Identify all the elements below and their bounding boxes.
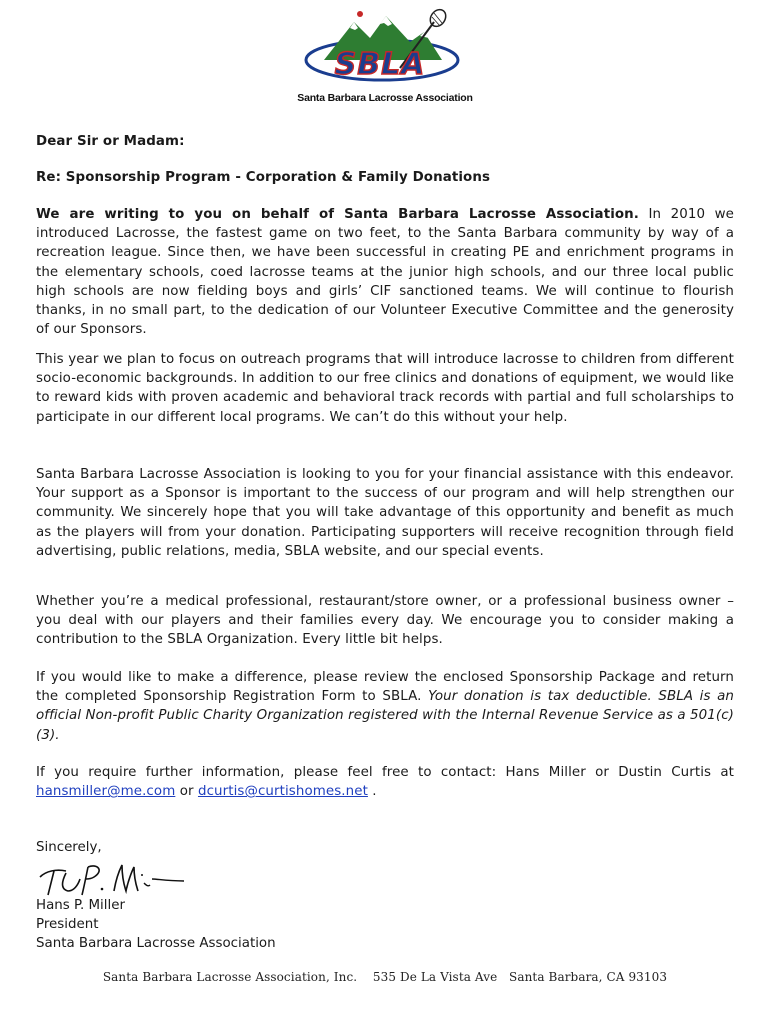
contact-end: . (367, 784, 377, 800)
intro-lead: We are writing to you on behalf of Santa Barbara Lacrosse Association. (36, 207, 639, 222)
signer-organization: Santa Barbara Lacrosse Association (36, 936, 276, 952)
letterhead (290, 8, 480, 104)
paragraph-contact (36, 763, 734, 801)
intro-text: In 2010 we introduced Lacrosse, the fastest game on two feet, to the Santa Barbara community by way of a recreation league. Since then, we have been successful in creating PE and enrichment programs in the elementary schools, coed lacrosse teams at the junior high schools, and our three local public high schools are now fielding boys and girls’ CIF sanctioned teams. We will continue to flourish thanks, in no small part, to the dedication of our Volunteer Executive Committee and the generosity of our Sponsors. (36, 207, 734, 338)
signature-image (36, 855, 186, 897)
outreach-text: This year we plan to focus on outreach programs that will introduce lacrosse to children from different socio-economic backgrounds. In addition to our free clinics and donations of equipment, we would like to reward kids with proven academic and behavioral track records with partial and full scholarships to participate in our different local programs. We can’t do this without your help. (36, 352, 734, 425)
tax-deductible-note: Your donation is tax deductible. SBLA is an official Non-profit Public Charity Organization registered with the Internal Revenue Service as a 501(c) (3). (36, 689, 734, 743)
signer-block (36, 896, 276, 954)
footer-city: Santa Barbara, CA 93103 (509, 970, 668, 984)
subject-line: Re: Sponsorship Program - Corporation & Family Donations (36, 170, 491, 185)
signer-title: President (36, 917, 99, 933)
salutation: Dear Sir or Madam: (36, 134, 185, 149)
signer-name: Hans P. Miller (36, 898, 125, 913)
org-caption: Santa Barbara Lacrosse Association (297, 92, 473, 104)
enclosed-package-text: If you would like to make a difference, please review the enclosed Sponsorship Package and return the completed Sponsorship Registration Form to SBLA. (36, 670, 734, 705)
paragraph-contribution (36, 592, 734, 650)
closing: Sincerely, (36, 840, 102, 855)
support-text: Santa Barbara Lacrosse Association is looking to you for your financial assistance with this endeavor. Your support as a Sponsor is important to the success of our program and will help strengthen our community. We sincerely hope that you will take advantage of this opportunity and benefit as much as the players will from your donation. Participating supporters will receive recognition through field advertising, public relations, media, SBLA website, and our special events. (36, 467, 734, 559)
contact-connector: or (175, 784, 198, 800)
contact-text: If you require further information, please feel free to contact: Hans Miller or Dustin Curtis at (36, 765, 734, 780)
footer-organization: Santa Barbara Lacrosse Association, Inc. (102, 970, 358, 984)
footer-street: 535 De La Vista Ave (372, 970, 498, 984)
paragraph-support (36, 465, 734, 561)
paragraph-outreach (36, 350, 734, 427)
email-link-hans[interactable]: hansmiller@me.com (36, 784, 176, 800)
paragraph-tax-deductible (36, 668, 734, 745)
email-link-dustin[interactable]: dcurtis@curtishomes.net (197, 784, 368, 800)
contribution-text: Whether you’re a medical professional, restaurant/store owner, or a professional business owner – you deal with our players and their families every day. We encourage you to consider making a contribution to the SBLA Organization. Every little bit helps. (36, 594, 734, 648)
logo-text: SBLA (334, 47, 426, 82)
footer-address (0, 970, 770, 984)
paragraph-intro (36, 205, 734, 339)
sbla-logo (302, 8, 462, 90)
